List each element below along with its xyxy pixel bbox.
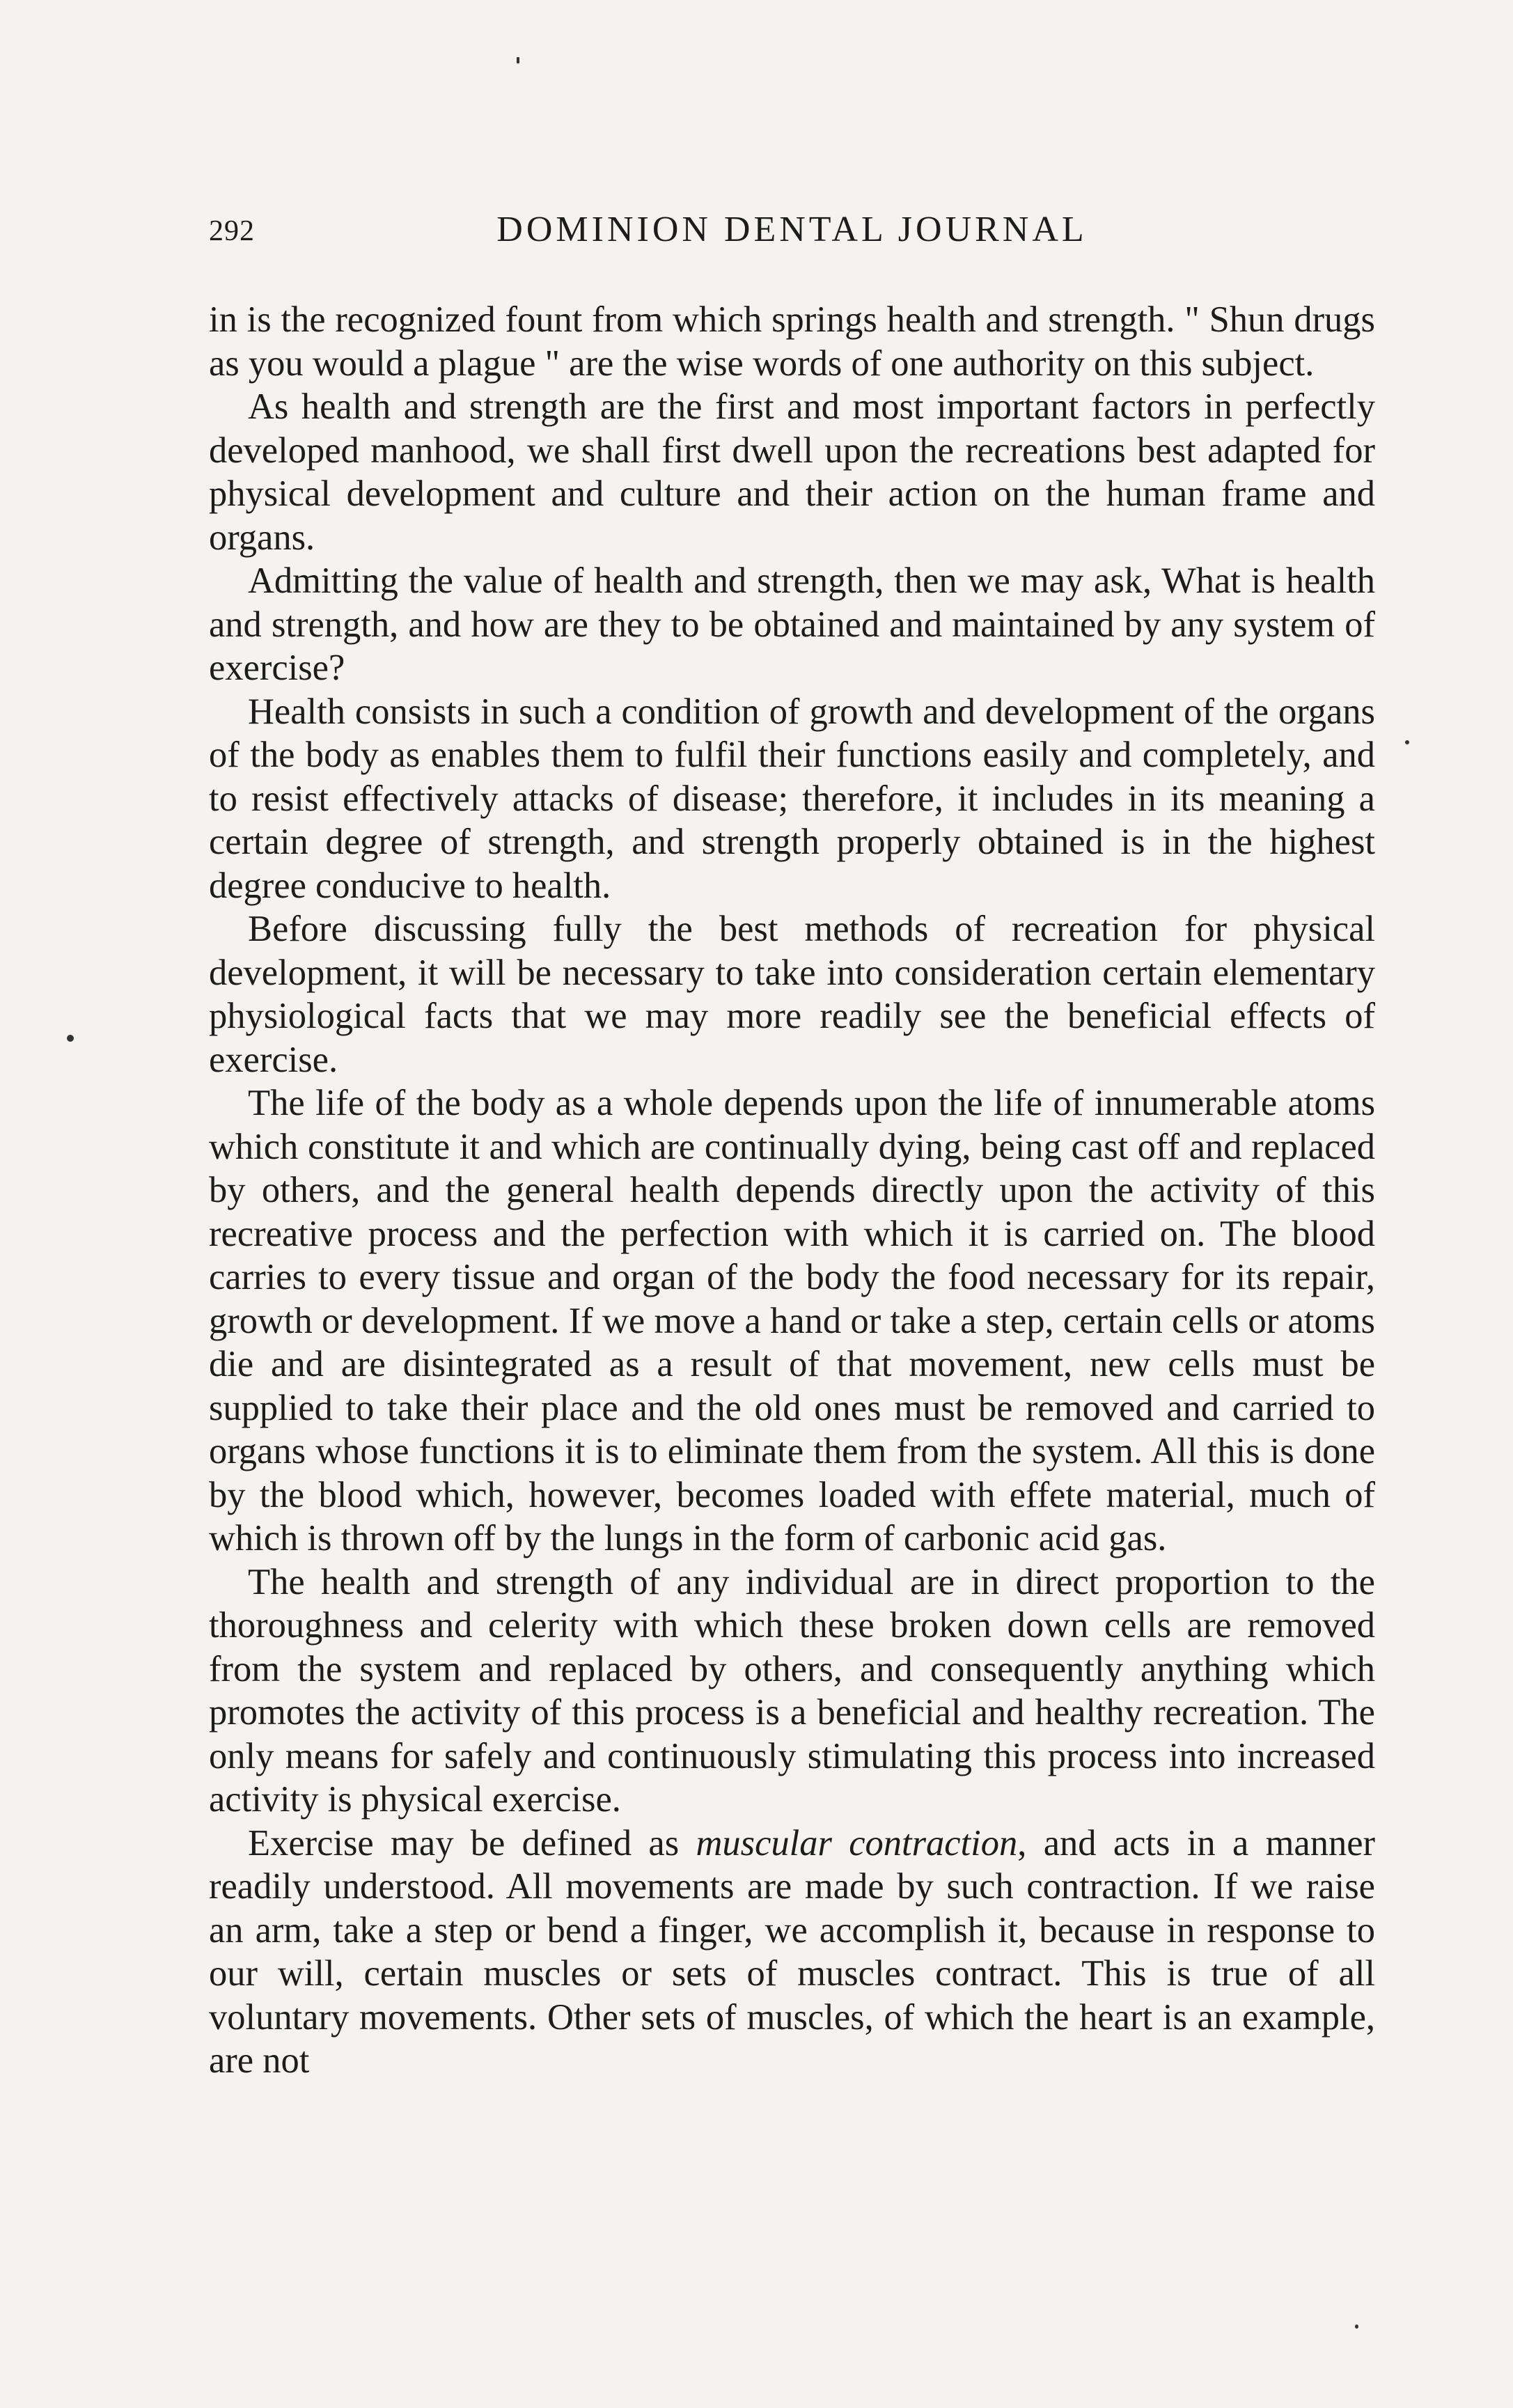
journal-page	[209, 209, 1375, 2083]
paragraph-8-start: Exercise may be defined as	[248, 1822, 696, 1863]
italic-term: muscular contraction	[696, 1822, 1018, 1863]
scan-speck	[1355, 2324, 1358, 2329]
paragraph-7: The health and strength of any individual are in direct proportion to the thoroughness and celerity with which these broken down cells are removed from the system and replaced by others, and consequently anything which promotes the activity of this process is a beneficial and healthy recreation. The only means for safely and continuously stimulating this process into increased activity is physical exercise.	[209, 1561, 1375, 1820]
paragraph-1: in is the recognized fount from which springs health and strength. " Shun drugs as you would a plague " are the wise words of one authority on this subject.	[209, 299, 1375, 384]
paragraph-8	[209, 1822, 1375, 2083]
running-head: DOMINION DENTAL JOURNAL	[496, 210, 1088, 249]
article-body	[209, 298, 1375, 2083]
paragraph-5: Before discussing fully the best methods of recreation for physical development, it will be necessary to take into consideration certain elementary physiological facts that we may more readily see the beneficial effects of exercise.	[209, 909, 1375, 1080]
paragraph-4: Health consists in such a condition of growth and development of the organs of the body as enables them to fulfil their functions easily and completely, and to resist effectively attacks of disease; therefore, it includes in its meaning a certain degree of strength, and strength properly obtained is in the highest degree conducive to health.	[209, 691, 1375, 906]
page-header	[209, 209, 1375, 265]
paragraph-3: Admitting the value of health and strength, then we may ask, What is health and strength, and how are they to be obtained and maintained by any system of exercise?	[209, 561, 1375, 688]
paragraph-6: The life of the body as a whole depends upon the life of innumerable atoms which constitute it and which are continually dying, being cast off and replaced by others, and the general health depends directly upon the activity of this recreative process and the perfection with which it is carried on. The blood carries to every tissue and organ of the body the food necessary for its repair, growth or development. If we move a hand or take a step, certain cells or atoms die and are disintegrated as a result of that movement, new cells must be supplied to take their place and the old ones must be removed and carried to organs whose functions it is to eliminate them from the system. All this is done by the blood which, however, becomes loaded with effete material, much of which is thrown off by the lungs in the form of carbonic acid gas.	[209, 1083, 1375, 1558]
page-number: 292	[209, 215, 255, 247]
scan-speck	[67, 1035, 74, 1042]
paragraph-8-end: , and acts in a manner readily understood. All movements are made by such contraction. If we raise an arm, take a step or bend a finger, we accomplish it, because in response to our will, certain muscles or sets of muscles contract. This is true of all voluntary movements. Other sets of muscles, of which the heart is an example, are not	[209, 1822, 1376, 2081]
paragraph-2: As health and strength are the first and most important factors in perfectly developed manhood, we shall first dwell upon the recreations best adapted for physical development and culture and their action on the human frame and organs.	[209, 386, 1375, 558]
scan-speck	[1405, 740, 1409, 744]
scan-speck	[517, 57, 519, 63]
